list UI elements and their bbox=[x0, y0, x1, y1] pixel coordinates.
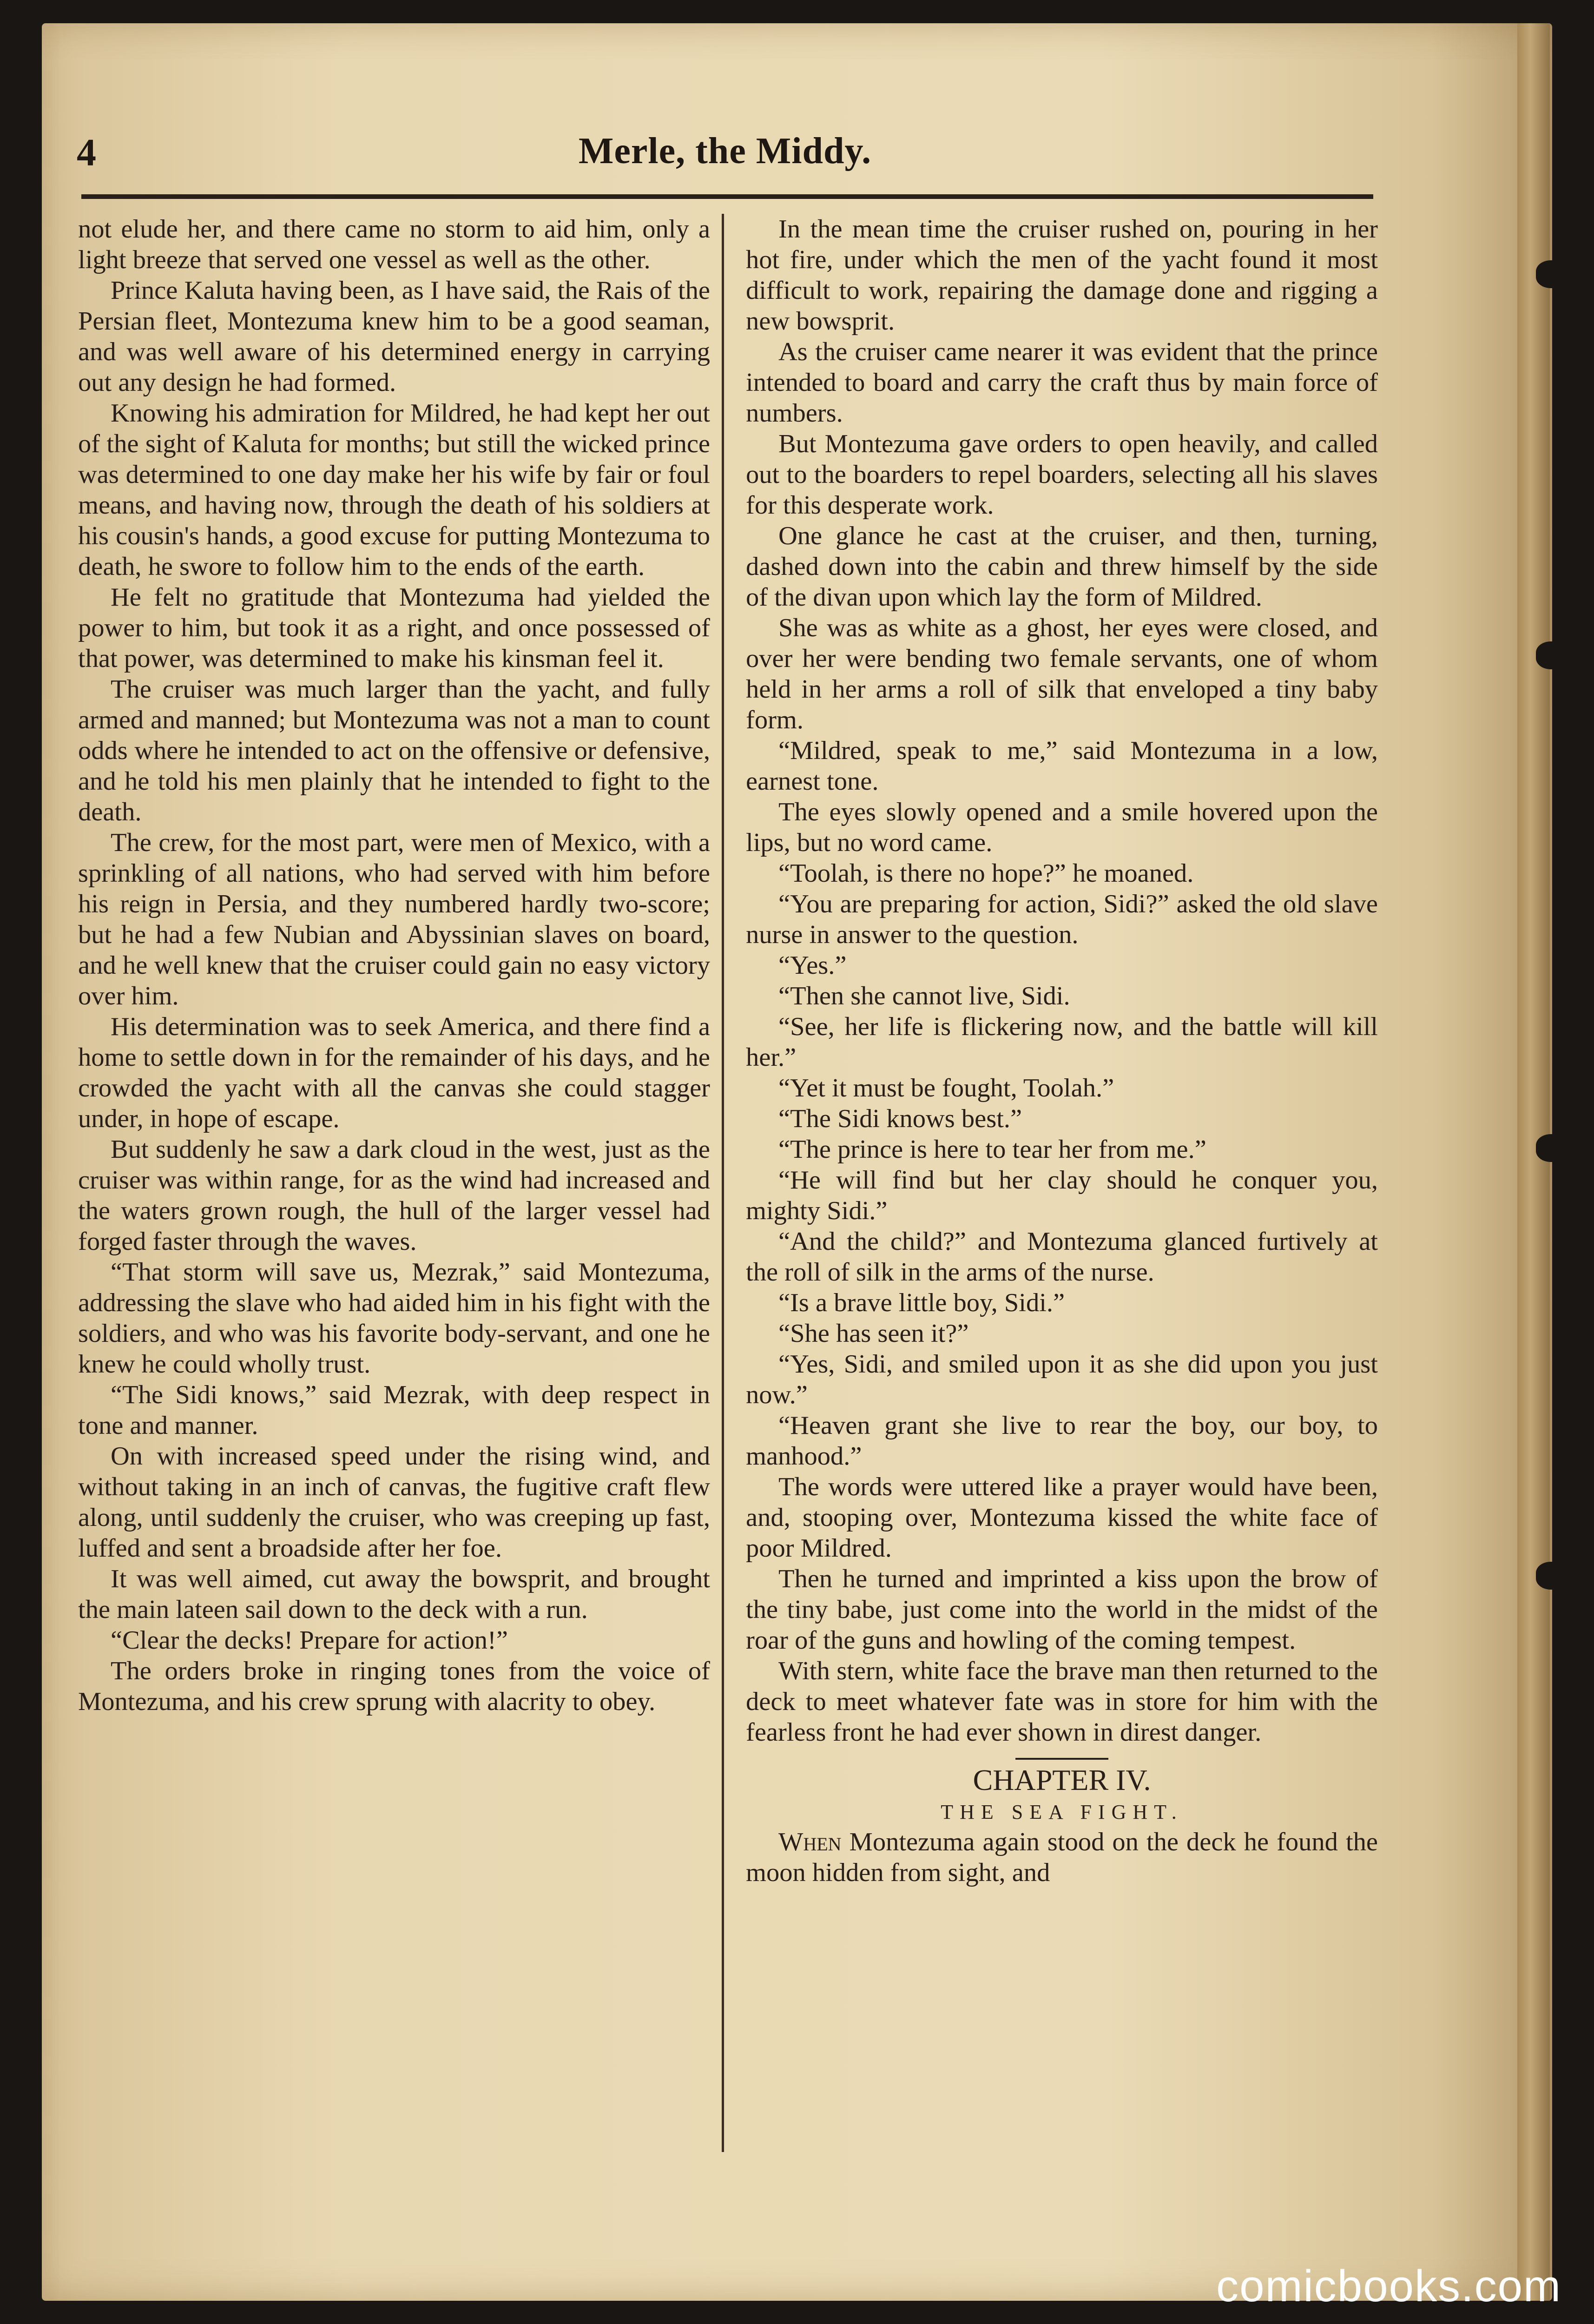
paragraph: “He will find but her clay should he conquer you, mighty Sidi.” bbox=[746, 1166, 1378, 1225]
paragraph: In the mean time the cruiser rushed on, pouring in her hot fire, under which the men of the yacht found it most difficult to work, repairing the damage done and rigging a new bowsprit. bbox=[746, 215, 1378, 336]
paragraph: “The prince is here to tear her from me.” bbox=[778, 1135, 1206, 1164]
watermark: comicbooks.com bbox=[1216, 2261, 1561, 2311]
chapter-rule bbox=[1015, 1758, 1108, 1760]
running-title: Merle, the Middy. bbox=[578, 131, 872, 172]
binding-hole bbox=[1536, 641, 1573, 669]
chapter-opening-paragraph bbox=[746, 1827, 1378, 1888]
paragraph: The crew, for the most part, were men of Mexico, with a sprinkling of all nations, who had served with him before his reign in Persia, and they numbered hardly two-score; but he had a few Nubian and Abyssinian slaves on board, and he well knew that the cruiser could gain no easy victory over him. bbox=[78, 828, 710, 1010]
paragraph: With stern, white face the brave man then returned to the deck to meet whatever fate was in store for him with the fearless front he had ever shown in direst danger. bbox=[746, 1657, 1378, 1747]
paragraph: “Heaven grant she live to rear the boy, our boy, to manhood.” bbox=[746, 1411, 1378, 1471]
page-number: 4 bbox=[77, 131, 96, 174]
paragraph: She was as white as a ghost, her eyes were closed, and over her were bending two female servants, one of whom held in her arms a roll of silk that enveloped a tiny baby form. bbox=[746, 614, 1378, 734]
paragraph: “You are preparing for action, Sidi?” asked the old slave nurse in answer to the question. bbox=[746, 890, 1378, 949]
opening-word: When bbox=[778, 1828, 842, 1856]
page-binding-edge bbox=[1517, 23, 1550, 2301]
paragraph: “Yet it must be fought, Toolah.” bbox=[778, 1074, 1114, 1103]
paragraph: The eyes slowly opened and a smile hovered upon the lips, but no word came. bbox=[746, 798, 1378, 857]
paragraph: But Montezuma gave orders to open heavily, and called out to the boarders to repel boarders, selecting all his slaves for this desperate work. bbox=[746, 429, 1378, 520]
paragraph: Prince Kaluta having been, as I have said, the Rais of the Persian fleet, Montezuma knew him to be a good seaman, and was well aware of his determined energy in carrying out any design he had formed. bbox=[78, 276, 710, 397]
paragraph: Knowing his admiration for Mildred, he had kept her out of the sight of Kaluta for months; but still the wicked prince was determined to one day make her his wife by fair or foul means, and having now, through the death of his soldiers at his cousin's hands, a good excuse for putting Montezuma to death, he swore to follow him to the ends of the earth. bbox=[78, 399, 710, 581]
left-column bbox=[78, 214, 710, 2152]
paragraph: “She has seen it?” bbox=[778, 1319, 969, 1348]
right-column bbox=[746, 214, 1378, 2152]
paragraph: Then he turned and imprinted a kiss upon the brow of the tiny babe, just come into the world in the midst of the roar of the guns and howling of the coming tempest. bbox=[746, 1565, 1378, 1655]
paragraph: On with increased speed under the rising wind, and without taking in an inch of canvas, the fugitive craft flew along, until suddenly the cruiser, who was creeping up fast, luffed and sent a broadside after her foe. bbox=[78, 1442, 710, 1563]
binding-hole bbox=[1536, 1562, 1573, 1590]
paragraph: “That storm will save us, Mezrak,” said Montezuma, addressing the slave who had aided him in his fight with the soldiers, and who was his favorite body-servant, and one he knew he could wholly trust. bbox=[78, 1258, 710, 1379]
column-divider bbox=[722, 214, 724, 2152]
paragraph: As the cruiser came nearer it was evident that the prince intended to board and carry the craft thus by main force of numbers. bbox=[746, 337, 1378, 428]
paragraph: His determination was to seek America, and there find a home to settle down in for the remainder of his days, and he crowded the yacht with all the canvas she could stagger under, in hope of escape. bbox=[78, 1012, 710, 1133]
paragraph: It was well aimed, cut away the bowsprit, and brought the main lateen sail down to the deck with a run. bbox=[78, 1565, 710, 1624]
paragraph: One glance he cast at the cruiser, and then, turning, dashed down into the cabin and threw himself by the side of the divan upon which lay the form of Mildred. bbox=[746, 522, 1378, 612]
paragraph: not elude her, and there came no storm to aid him, only a light breeze that served one vessel as well as the other. bbox=[78, 215, 710, 274]
paragraph: “See, her life is flickering now, and the battle will kill her.” bbox=[746, 1012, 1378, 1072]
paragraph: He felt no gratitude that Montezuma had yielded the power to him, but took it as a right, and once possessed of that power, was determined to make his kinsman feel it. bbox=[78, 583, 710, 673]
paragraph: “Yes.” bbox=[778, 951, 847, 980]
paragraph: “Clear the decks! Prepare for action!” bbox=[111, 1626, 508, 1655]
opening-text: Montezuma again stood on the deck he found the moon hidden from sight, and bbox=[746, 1828, 1378, 1887]
binding-hole bbox=[1536, 1134, 1573, 1162]
paragraph: “Toolah, is there no hope?” he moaned. bbox=[778, 859, 1194, 888]
paragraph: “Is a brave little boy, Sidi.” bbox=[778, 1288, 1065, 1317]
paragraph: “The Sidi knows,” said Mezrak, with deep respect in tone and manner. bbox=[78, 1380, 710, 1440]
paragraph: The orders broke in ringing tones from the voice of Montezuma, and his crew sprung with alacrity to obey. bbox=[78, 1657, 710, 1716]
chapter-subtitle: THE SEA FIGHT. bbox=[941, 1801, 1183, 1823]
page-header bbox=[77, 130, 1373, 181]
paragraph: “And the child?” and Montezuma glanced furtively at the roll of silk in the arms of the nurse. bbox=[746, 1227, 1378, 1287]
header-rule bbox=[81, 194, 1373, 199]
paragraph: The words were uttered like a prayer would have been, and, stooping over, Montezuma kissed the white face of poor Mildred. bbox=[746, 1472, 1378, 1563]
paragraph: “Mildred, speak to me,” said Montezuma in a low, earnest tone. bbox=[746, 736, 1378, 796]
paragraph: “The Sidi knows best.” bbox=[778, 1104, 1022, 1133]
paragraph: But suddenly he saw a dark cloud in the west, just as the cruiser was within range, for as the wind had increased and the waters grown rough, the hull of the larger vessel had forged faster through the waves. bbox=[78, 1135, 710, 1256]
binding-hole bbox=[1536, 260, 1573, 288]
paragraph: The cruiser was much larger than the yacht, and fully armed and manned; but Montezuma was not a man to count odds where he intended to act on the offensive or defensive, and he told his men plainly that he intended to fight to the death. bbox=[78, 675, 710, 826]
chapter-title: CHAPTER IV. bbox=[973, 1763, 1151, 1796]
paragraph: “Yes, Sidi, and smiled upon it as she did upon you just now.” bbox=[746, 1350, 1378, 1409]
paragraph: “Then she cannot live, Sidi. bbox=[778, 982, 1070, 1010]
